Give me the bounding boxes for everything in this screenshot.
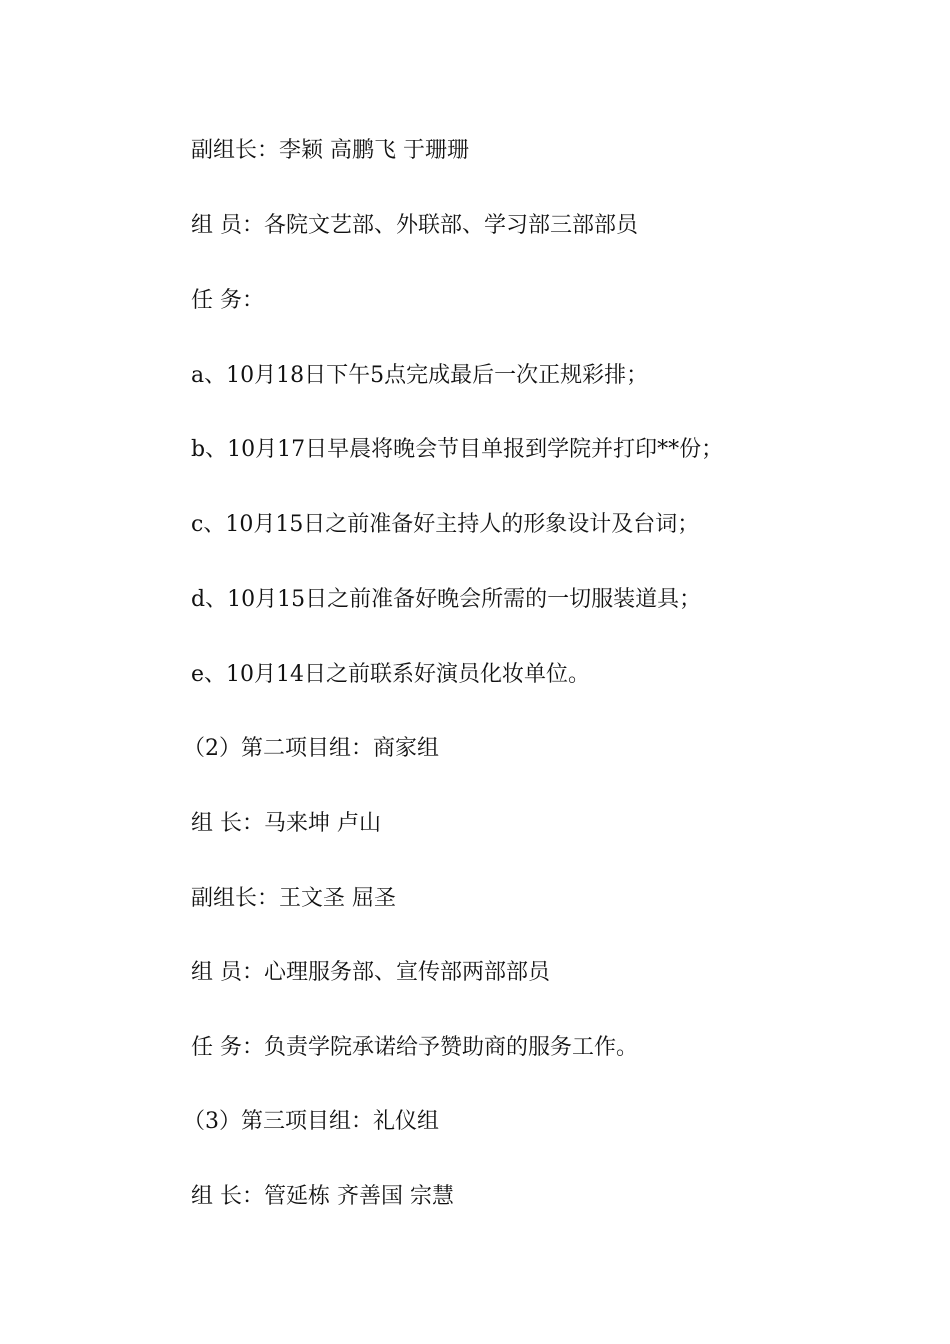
deputy-leaders-line-1: 副组长：李颖 高鹏飞 于珊珊: [191, 138, 469, 163]
tasks-heading: 任 务：: [191, 288, 264, 313]
deputy-leaders-line-group-2: 副组长：王文圣 屈圣: [191, 886, 396, 911]
task-item-a: a、10月18日下午5点完成最后一次正规彩排；: [191, 363, 649, 388]
task-item-d: d、10月15日之前准备好晚会所需的一切服装道具；: [191, 587, 702, 612]
leaders-line-group-3: 组 长：管延栋 齐善国 宗慧: [191, 1184, 454, 1209]
tasks-line-group-2: 任 务：负责学院承诺给予赞助商的服务工作。: [191, 1035, 638, 1060]
members-line-group-2: 组 员：心理服务部、宣传部两部部员: [191, 960, 550, 985]
task-item-b: b、10月17日早晨将晚会节目单报到学院并打印**份；: [191, 437, 724, 462]
members-line-1: 组 员：各院文艺部、外联部、学习部三部部员: [191, 213, 638, 238]
task-item-e: e、10月14日之前联系好演员化妆单位。: [191, 662, 591, 687]
section-heading-group-2: （2）第二项目组：商家组: [183, 736, 439, 761]
section-heading-group-3: （3）第三项目组：礼仪组: [183, 1109, 439, 1134]
leaders-line-group-2: 组 长：马来坤 卢山: [191, 811, 381, 836]
task-item-c: c、10月15日之前准备好主持人的形象设计及台词；: [191, 512, 700, 537]
